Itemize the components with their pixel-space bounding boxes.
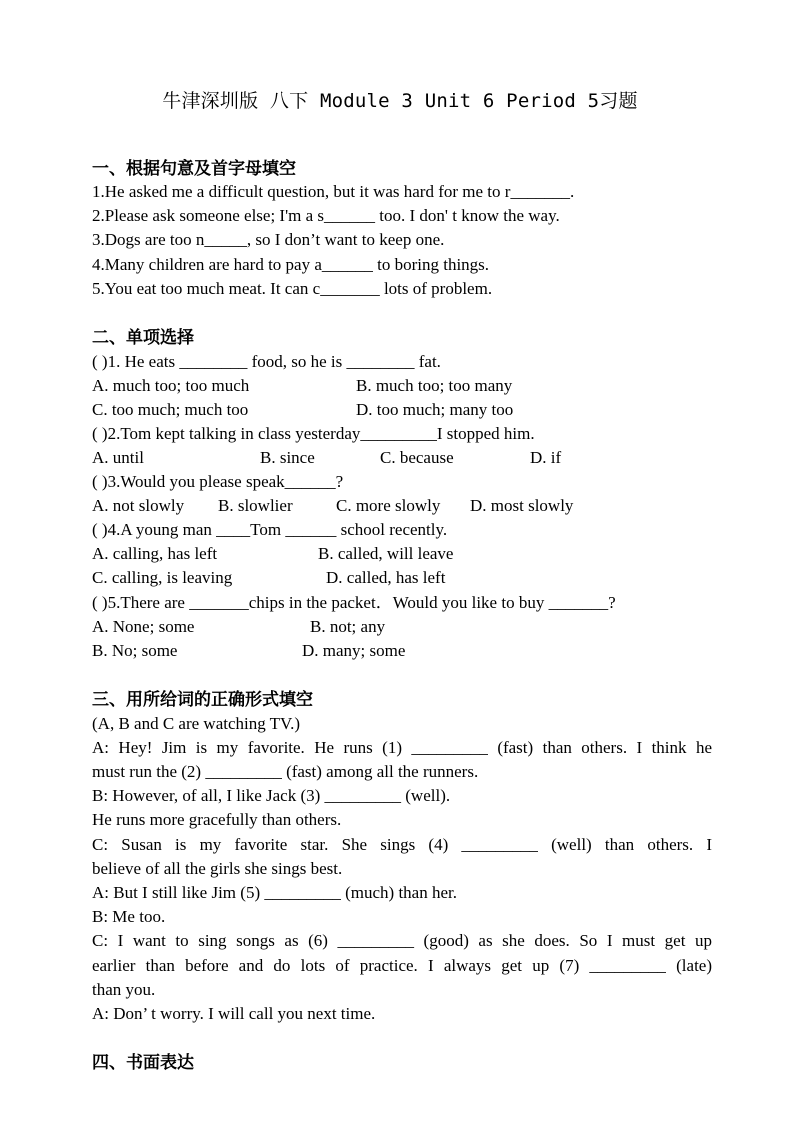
section-1-item: 3.Dogs are too n_____, so I don’t want to keep one. <box>92 230 445 249</box>
question-1: ( )1. He eats ________ food, so he is ________ fat. <box>92 352 441 371</box>
option-a: A. calling, has left <box>92 544 218 563</box>
option-b: B. since <box>260 448 315 467</box>
question-3-options-row <box>92 494 712 518</box>
passage-line: A: Don’ t worry. I will call you next time. <box>92 1004 376 1023</box>
option-b: B. called, will leave <box>318 544 454 563</box>
section-1-heading: 一、根据句意及首字母填空 <box>92 159 296 179</box>
question-2-options-row <box>92 446 712 470</box>
option-b: B. slowlier <box>218 496 293 515</box>
option-c: C. because <box>380 448 454 467</box>
passage-line: than you. <box>92 980 156 999</box>
passage-line: believe of all the girls she sings best. <box>92 859 343 878</box>
question-2: ( )2.Tom kept talking in class yesterday_________I stopped him. <box>92 424 535 443</box>
passage-line: C: Susan is my favorite star. She sings (4) _________ (well) than others. I <box>92 835 712 854</box>
option-c: C. too much; much too <box>92 400 249 419</box>
question-4: ( )4.A young man ____Tom ______ school recently. <box>92 520 448 539</box>
option-c: B. No; some <box>92 641 178 660</box>
option-d: D. most slowly <box>470 496 574 515</box>
page-title: 牛津深圳版 八下 Module 3 Unit 6 Period 5习题 <box>162 90 638 112</box>
passage-line: C: I want to sing songs as (6) _________ (good) as she does. So I must get up <box>92 931 712 950</box>
question-5: ( )5.There are _______chips in the packet．Would you like to buy _______? <box>92 593 616 612</box>
option-b: B. much too; too many <box>356 376 513 395</box>
option-d: D. called, has left <box>326 568 446 587</box>
option-c: C. calling, is leaving <box>92 568 233 587</box>
section-3-heading: 三、用所给词的正确形式填空 <box>92 690 313 710</box>
passage-line: earlier than before and do lots of practice. I always get up (7) _________ (late) <box>92 956 712 975</box>
section-1-item: 5.You eat too much meat. It can c_______ lots of problem. <box>92 279 493 298</box>
passage-line: B: However, of all, I like Jack (3) _________ (well). <box>92 786 451 805</box>
passage-line: A: Hey! Jim is my favorite. He runs (1) _________ (fast) than others. I think he <box>92 738 712 757</box>
option-a: A. much too; too much <box>92 376 250 395</box>
question-4-options-row <box>92 566 712 590</box>
section-1-item: 4.Many children are hard to pay a______ to boring things. <box>92 255 490 274</box>
question-4-options-row <box>92 542 712 566</box>
option-c: C. more slowly <box>336 496 441 515</box>
option-a: A. not slowly <box>92 496 185 515</box>
section-4-heading: 四、书面表达 <box>92 1053 194 1073</box>
section-1-item: 1.He asked me a difficult question, but it was hard for me to r_______. <box>92 182 575 201</box>
option-a: A. until <box>92 448 144 467</box>
question-5-options-row <box>92 639 712 663</box>
option-d: D. if <box>530 448 562 467</box>
option-d: D. too much; many too <box>356 400 514 419</box>
section-2-heading: 二、单项选择 <box>92 328 194 348</box>
option-a: A. None; some <box>92 617 195 636</box>
question-5-options-row <box>92 615 712 639</box>
passage-line: must run the (2) _________ (fast) among all the runners. <box>92 762 479 781</box>
option-b: B. not; any <box>310 617 386 636</box>
passage-line: (A, B and C are watching TV.) <box>92 714 301 733</box>
passage-line: A: But I still like Jim (5) _________ (much) than her. <box>92 883 457 902</box>
section-1-item: 2.Please ask someone else; I'm a s______ too. I don' t know the way. <box>92 206 560 225</box>
question-1-options-row <box>92 398 712 422</box>
passage-line: He runs more gracefully than others. <box>92 810 342 829</box>
option-d: D. many; some <box>302 641 406 660</box>
passage-line: B: Me too. <box>92 907 166 926</box>
question-1-options-row <box>92 374 712 398</box>
question-3: ( )3.Would you please speak______? <box>92 472 344 491</box>
